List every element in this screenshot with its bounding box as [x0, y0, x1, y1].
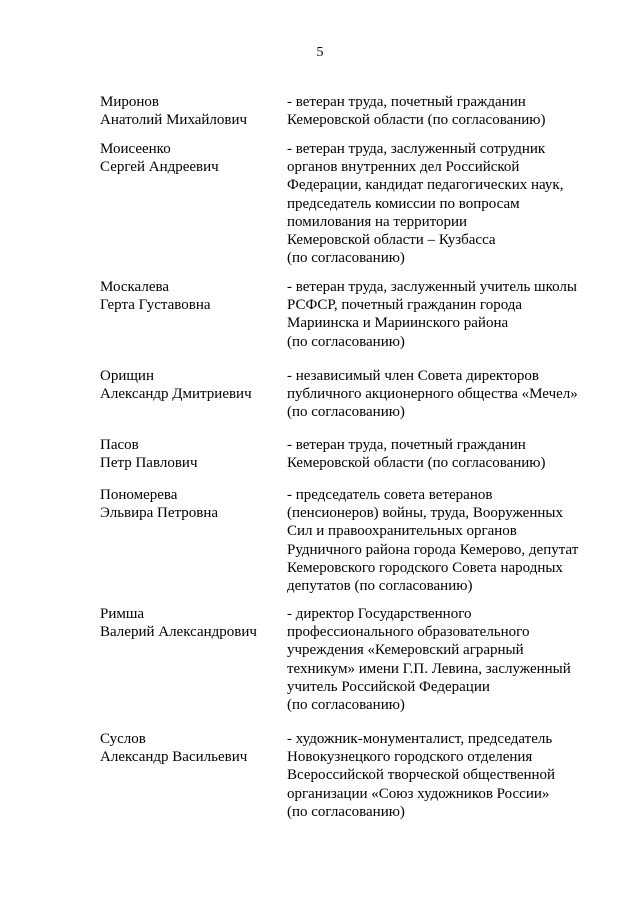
description-line: органов внутренних дел Российской [287, 159, 520, 176]
page-number: 5 [316, 45, 324, 60]
description-line: - председатель совета ветеранов [287, 487, 493, 503]
description-line: - независимый член Совета директоров [287, 368, 539, 384]
member-description [287, 140, 597, 267]
description-line: помилования на территории [287, 213, 468, 230]
description-line: (по согласованию) [287, 404, 405, 421]
member-name [100, 486, 280, 522]
description-line: Новокузнецкого городского отделения [287, 749, 533, 766]
member-surname: Пасов [100, 437, 139, 453]
description-line: Сил и правоохранительных органов [287, 523, 517, 540]
member-surname: Москалева [100, 279, 170, 295]
description-line: Всероссийской творческой общественной [287, 767, 556, 784]
member-surname: Римша [100, 606, 145, 622]
member-name [100, 436, 280, 472]
description-line: - художник-монументалист, председатель [287, 731, 553, 747]
description-line: депутатов (по согласованию) [287, 578, 473, 595]
description-line: - ветеран труда, почетный гражданин [287, 94, 526, 110]
member-name [100, 93, 280, 129]
member-surname: Моисеенко [100, 141, 171, 157]
description-line: - ветеран труда, заслуженный учитель школы [287, 279, 577, 295]
description-line: публичного акционерного общества «Мечел» [287, 386, 578, 403]
member-given-names: Валерий Александрович [100, 624, 257, 641]
description-line: учреждения «Кемеровский аграрный [287, 642, 524, 659]
member-surname: Пономерева [100, 487, 178, 503]
member-given-names: Анатолий Михайлович [100, 112, 248, 129]
member-description [287, 605, 597, 714]
member-name [100, 605, 280, 641]
description-line: (пенсионеров) войны, труда, Вооруженных [287, 505, 563, 522]
description-line: - ветеран труда, заслуженный сотрудник [287, 141, 546, 157]
description-line: Федерации, кандидат педагогических наук, [287, 177, 564, 194]
description-line: РСФСР, почетный гражданин города [287, 297, 523, 314]
member-given-names: Эльвира Петровна [100, 505, 219, 522]
description-line: председатель комиссии по вопросам [287, 195, 520, 212]
member-description [287, 486, 597, 595]
description-line: техникум» имени Г.П. Левина, заслуженный [287, 660, 571, 677]
description-line: Кемеровской области (по согласованию) [287, 455, 546, 472]
member-surname: Орищин [100, 368, 154, 384]
member-description [287, 367, 597, 422]
member-given-names: Петр Павлович [100, 455, 198, 472]
member-name [100, 278, 280, 314]
member-name [100, 140, 280, 176]
description-line: Мариинска и Мариинского района [287, 315, 509, 332]
member-given-names: Сергей Андреевич [100, 159, 219, 176]
description-line: - директор Государственного [287, 606, 472, 622]
member-description [287, 278, 597, 351]
member-surname: Миронов [100, 94, 159, 110]
description-line: организации «Союз художников России» [287, 785, 550, 802]
member-description [287, 93, 597, 129]
description-line: Рудничного района города Кемерово, депутат [287, 541, 579, 558]
description-line: Кемеровской области (по согласованию) [287, 112, 546, 129]
member-description [287, 436, 597, 472]
description-line: - ветеран труда, почетный гражданин [287, 437, 526, 453]
member-given-names: Герта Густавовна [100, 297, 211, 314]
member-name [100, 730, 280, 766]
member-surname: Суслов [100, 731, 146, 747]
description-line: Кемеровской области – Кузбасса [287, 232, 496, 249]
description-line: (по согласованию) [287, 250, 405, 267]
member-given-names: Александр Дмитриевич [100, 386, 252, 403]
description-line: учитель Российской Федерации [287, 678, 490, 695]
member-name [100, 367, 280, 403]
description-line: профессионального образовательного [287, 624, 530, 641]
member-given-names: Александр Васильевич [100, 749, 248, 766]
description-line: (по согласованию) [287, 697, 405, 714]
member-description [287, 730, 597, 821]
description-line: (по согласованию) [287, 803, 405, 820]
description-line: Кемеровского городского Совета народных [287, 559, 563, 576]
description-line: (по согласованию) [287, 333, 405, 350]
